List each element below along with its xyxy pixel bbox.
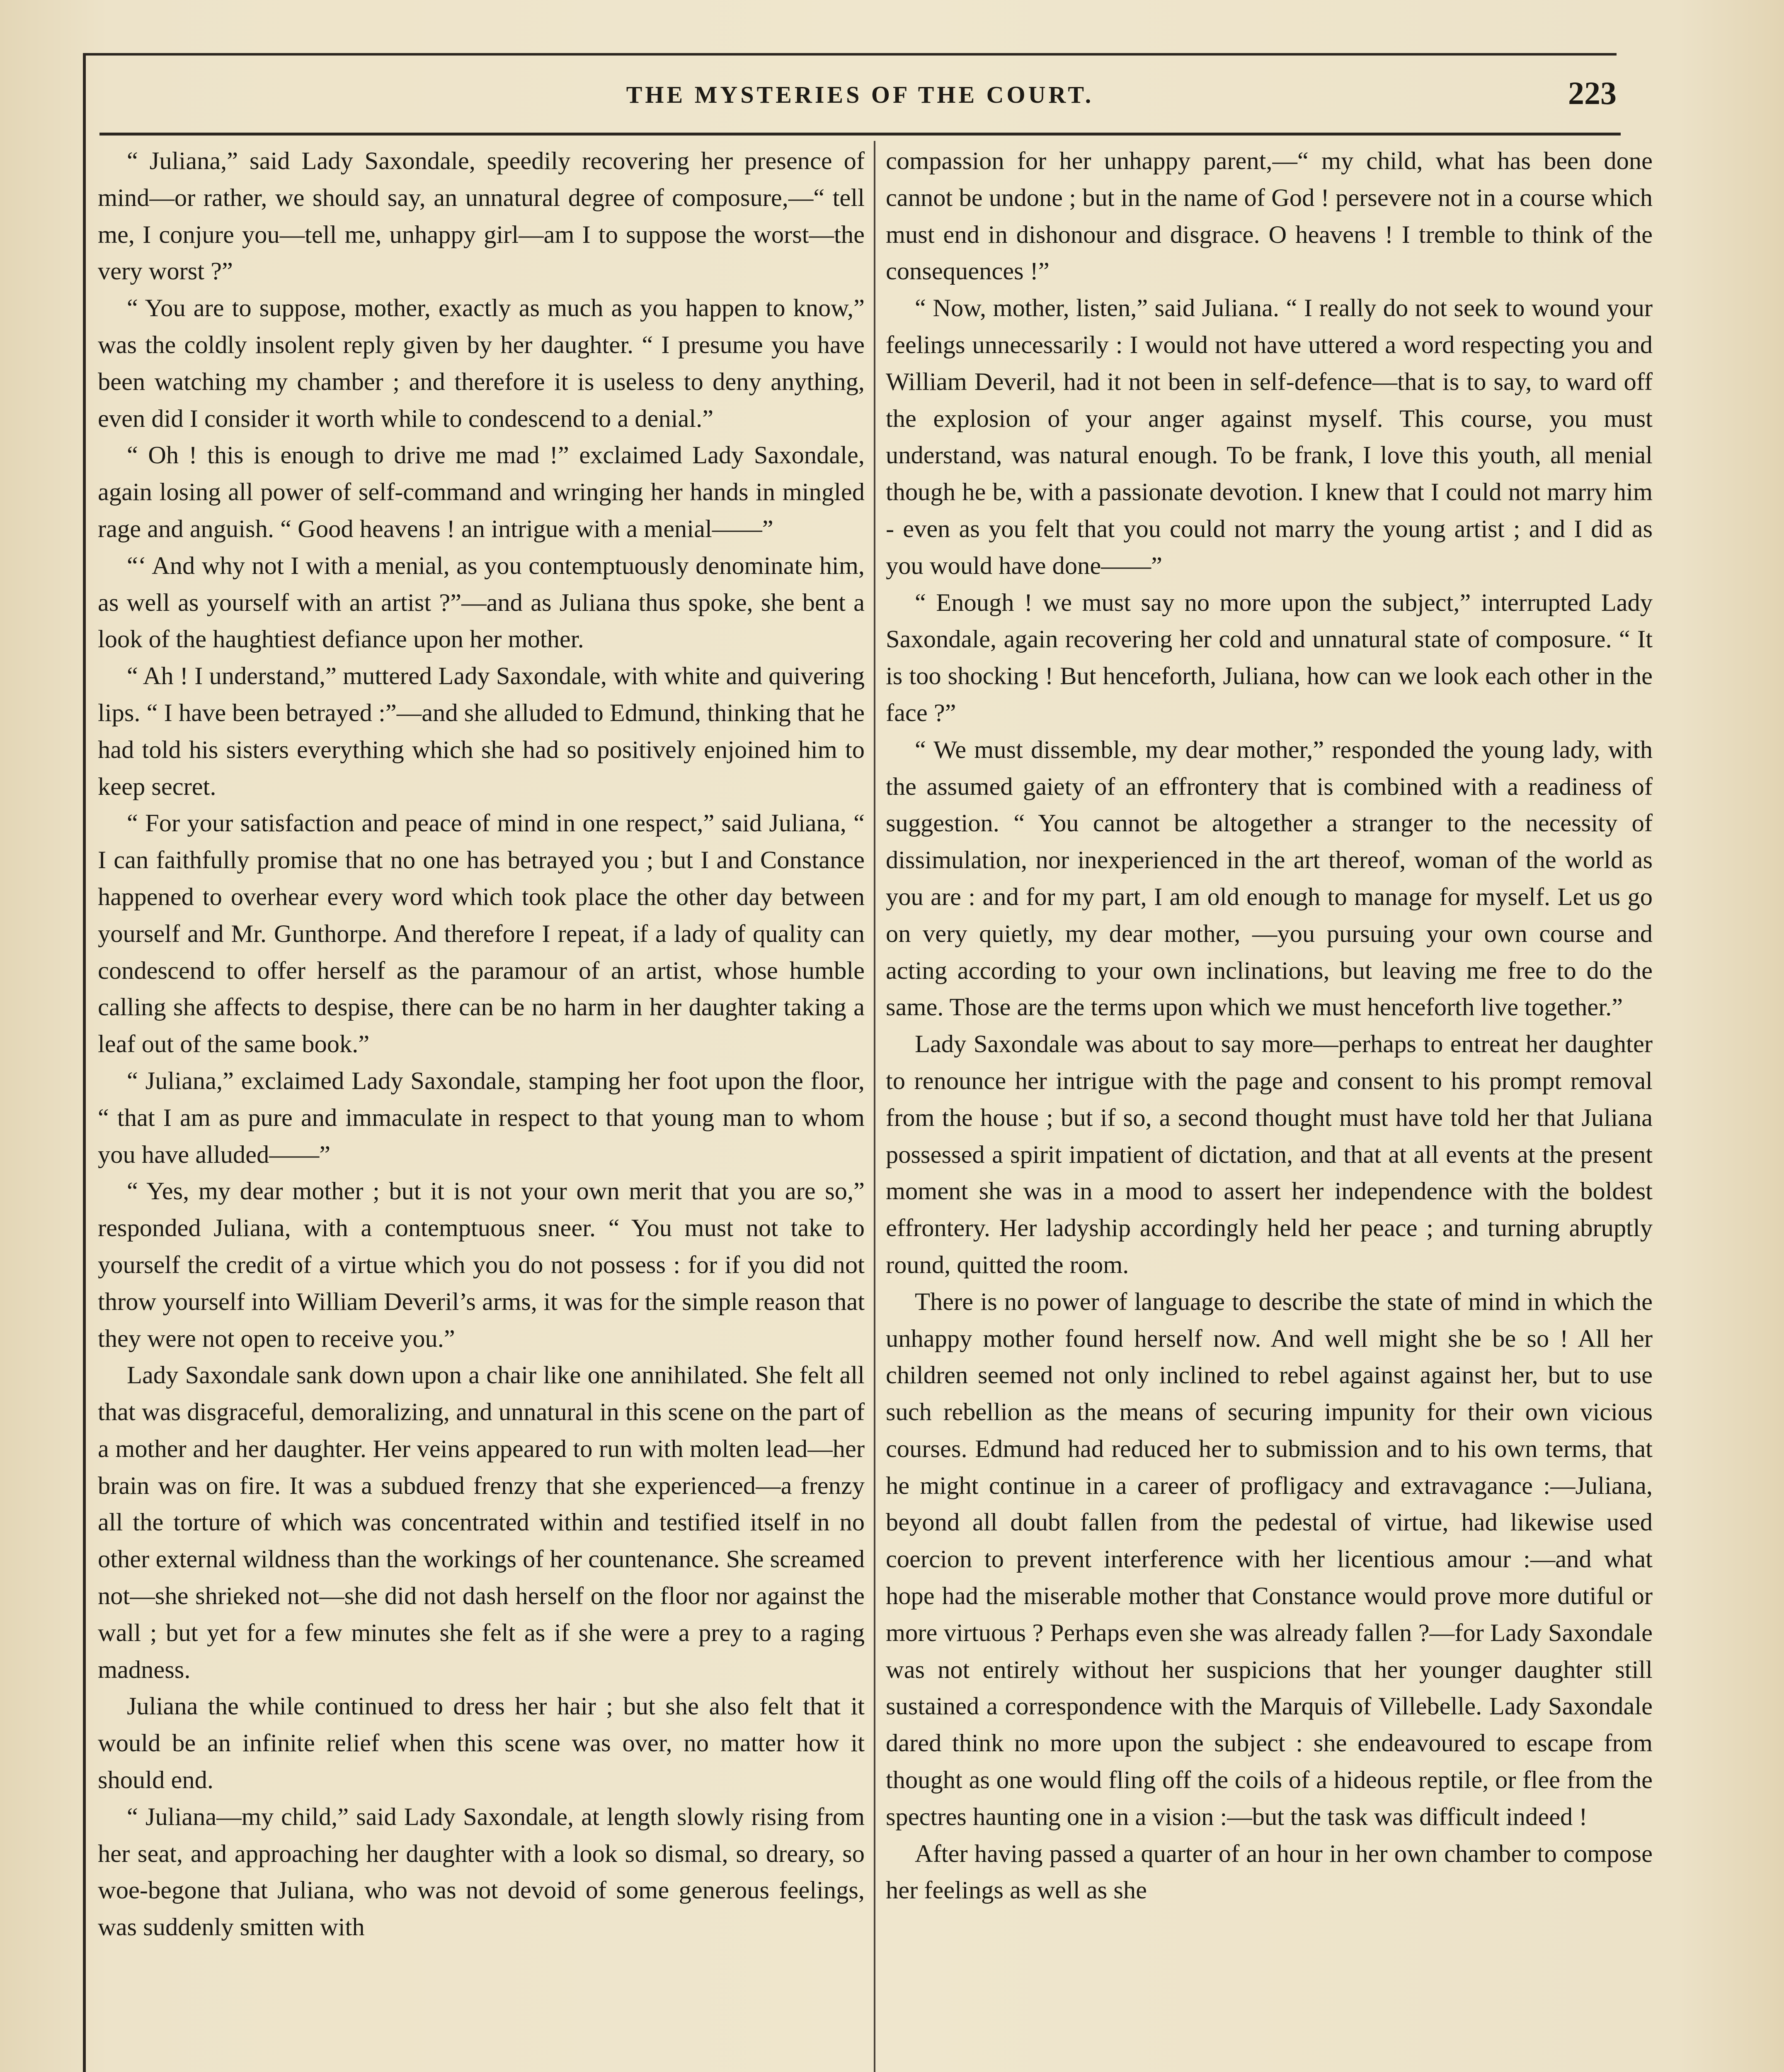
paragraph: “ Juliana,” said Lady Saxondale, speedily recovering her presence of mind—or rather, we should say, an unnatural degree of composure,—“ tell me, I conjure you—tell me, unhappy girl—am I to suppose the worst—the very worst ?” bbox=[98, 147, 865, 286]
paragraph: “ Juliana,” exclaimed Lady Saxondale, stamping her foot upon the floor, “ that I am as pure and immaculate in respect to that young man to whom you have alluded——” bbox=[98, 1067, 865, 1169]
right-column bbox=[886, 143, 1653, 1909]
paragraph: “ You are to suppose, mother, exactly as much as you happen to know,” was the coldly insolent reply given by her daughter. “ I presume you have been watching my chamber ; and therefore it is useless to deny anything, even did I consider it worth while to condescend to a denial.” bbox=[98, 294, 865, 433]
paragraph: “ Juliana—my child,” said Lady Saxondale, at length slowly rising from her seat, and approaching her daughter with a look so dismal, so dreary, so woe-begone that Juliana, who was not devoid of some generous feelings, was suddenly smitten with bbox=[98, 1803, 865, 1941]
paragraph: “ Yes, my dear mother ; but it is not your own merit that you are so,” responded Juliana, with a contemptuous sneer. “ You must not take to yourself the credit of a virtue which you do not possess : for if you did not throw yourself into William Deveril’s arms, it was for the simple reason that they were not open to receive you.” bbox=[98, 1177, 865, 1353]
left-column bbox=[98, 143, 865, 1946]
paragraph: “ Now, mother, listen,” said Juliana. “ I really do not seek to wound your feelings unnecessarily : I would not have uttered a word respecting you and William Deveril, had it not been in self-defence—that is to say, to ward off the explosion of your anger against myself. This course, you must understand, was natural enough. To be frank, I love this youth, all menial though he be, with a passionate devotion. I knew that I could not marry him - even as you felt that you could not marry the young artist ; and I did as you would have done——” bbox=[886, 294, 1653, 580]
paragraph: “ Enough ! we must say no more upon the subject,” interrupted Lady Saxondale, again recovering her cold and unnatural state of composure. “ It is too shocking ! But henceforth, Juliana, how can we look each other in the face ?” bbox=[886, 588, 1653, 727]
paragraph: “ For your satisfaction and peace of mind in one respect,” said Juliana, “ I can faithfully promise that no one has betrayed you ; but I and Constance happened to overhear every word which took place the other day between yourself and Mr. Gunthorpe. And therefore I repeat, if a lady of quality can condescend to offer herself as the paramour of an artist, whose humble calling she affects to despise, there can be no harm in her daughter taking a leaf out of the same book.” bbox=[98, 809, 865, 1058]
header-rule bbox=[99, 133, 1621, 136]
paragraph: Lady Saxondale sank down upon a chair like one annihilated. She felt all that was disgraceful, demoralizing, and unnatural in this scene on the part of a mother and her daughter. Her veins appeared to run with molten lead—her brain was on fire. It was a subdued frenzy that she experienced—a frenzy all the torture of which was concentrated within and testified itself in no other external wildness than the workings of her countenance. She screamed not—she shrieked not—she did not dash herself on the floor nor against the wall ; but yet for a few minutes she felt as if she were a prey to a raging madness. bbox=[98, 1361, 865, 1684]
paragraph: After having passed a quarter of an hour in her own chamber to compose her feelings as well as she bbox=[886, 1840, 1653, 1905]
paragraph: compassion for her unhappy parent,—“ my child, what has been done cannot be undone ; but in the name of God ! persevere not in a course which must end in dishonour and disgrace. O heavens ! I tremble to think of the consequences !” bbox=[886, 147, 1653, 286]
paragraph: Lady Saxondale was about to say more—perhaps to entreat her daughter to renounce her intrigue with the page and consent to his prompt removal from the house ; but if so, a second thought must have told her that Juliana possessed a spirit impatient of dictation, and that at all events at the present moment she was in a mood to assert her independence with the boldest effrontery. Her ladyship accordingly held her peace ; and turning abruptly round, quitted the room. bbox=[886, 1030, 1653, 1279]
paragraph: “ Oh ! this is enough to drive me mad !” exclaimed Lady Saxondale, again losing all power of self-command and wringing her hands in mingled rage and anguish. “ Good heavens ! an intrigue with a menial——” bbox=[98, 441, 865, 543]
frame-top-rule bbox=[83, 53, 1617, 56]
paragraph: “‘ And why not I with a menial, as you contemptuously denominate him, as well as yourself with an artist ?”—and as Juliana thus spoke, she bent a look of the haughtiest defiance upon her mother. bbox=[98, 552, 865, 654]
paragraph: “ Ah ! I understand,” muttered Lady Saxondale, with white and quivering lips. “ I have been betrayed :”—and she alluded to Edmund, thinking that he had told his sisters everything which she had so positively enjoined him to keep secret. bbox=[98, 662, 865, 801]
column-divider bbox=[874, 141, 875, 2072]
frame-left-rule bbox=[83, 54, 86, 2072]
running-head: THE MYSTERIES OF THE COURT. bbox=[626, 81, 1094, 108]
page-number: 223 bbox=[1568, 75, 1617, 111]
paragraph: Juliana the while continued to dress her hair ; but she also felt that it would be an infinite relief when this scene was over, no matter how it should end. bbox=[98, 1692, 865, 1794]
paragraph: “ We must dissemble, my dear mother,” responded the young lady, with the assumed gaiety of an effrontery that is combined with a readiness of suggestion. “ You cannot be altogether a stranger to the necessity of dissimulation, nor inexperienced in the art thereof, woman of the world as you are : and for my part, I am old enough to manage for myself. Let us go on very quietly, my dear mother, —you pursuing your own course and acting according to your own inclinations, but leaving me free to do the same. Those are the terms upon which we must henceforth live together.” bbox=[886, 736, 1653, 1021]
paragraph: There is no power of language to describe the state of mind in which the unhappy mother found herself now. And well might she be so ! All her children seemed not only inclined to rebel against against her, but to use such rebellion as the means of securing impunity for their own vicious courses. Edmund had reduced her to submission and to his own terms, that he might continue in a career of profligacy and extravagance :—Juliana, beyond all doubt fallen from the pedestal of virtue, had likewise used coercion to prevent interference with her licentious amour :—and what hope had the miserable mother that Constance would prove more dutiful or more virtuous ? Perhaps even she was already fallen ?—for Lady Saxondale was not entirely without her suspicions that her younger daughter still sustained a correspondence with the Marquis of Villebelle. Lady Saxondale dared think no more upon the subject : she endeavoured to escape from thought as one would fling off the coils of a hideous reptile, or flee from the spectres haunting one in a vision :—but the task was difficult indeed ! bbox=[886, 1288, 1653, 1831]
page-header bbox=[95, 70, 1625, 124]
